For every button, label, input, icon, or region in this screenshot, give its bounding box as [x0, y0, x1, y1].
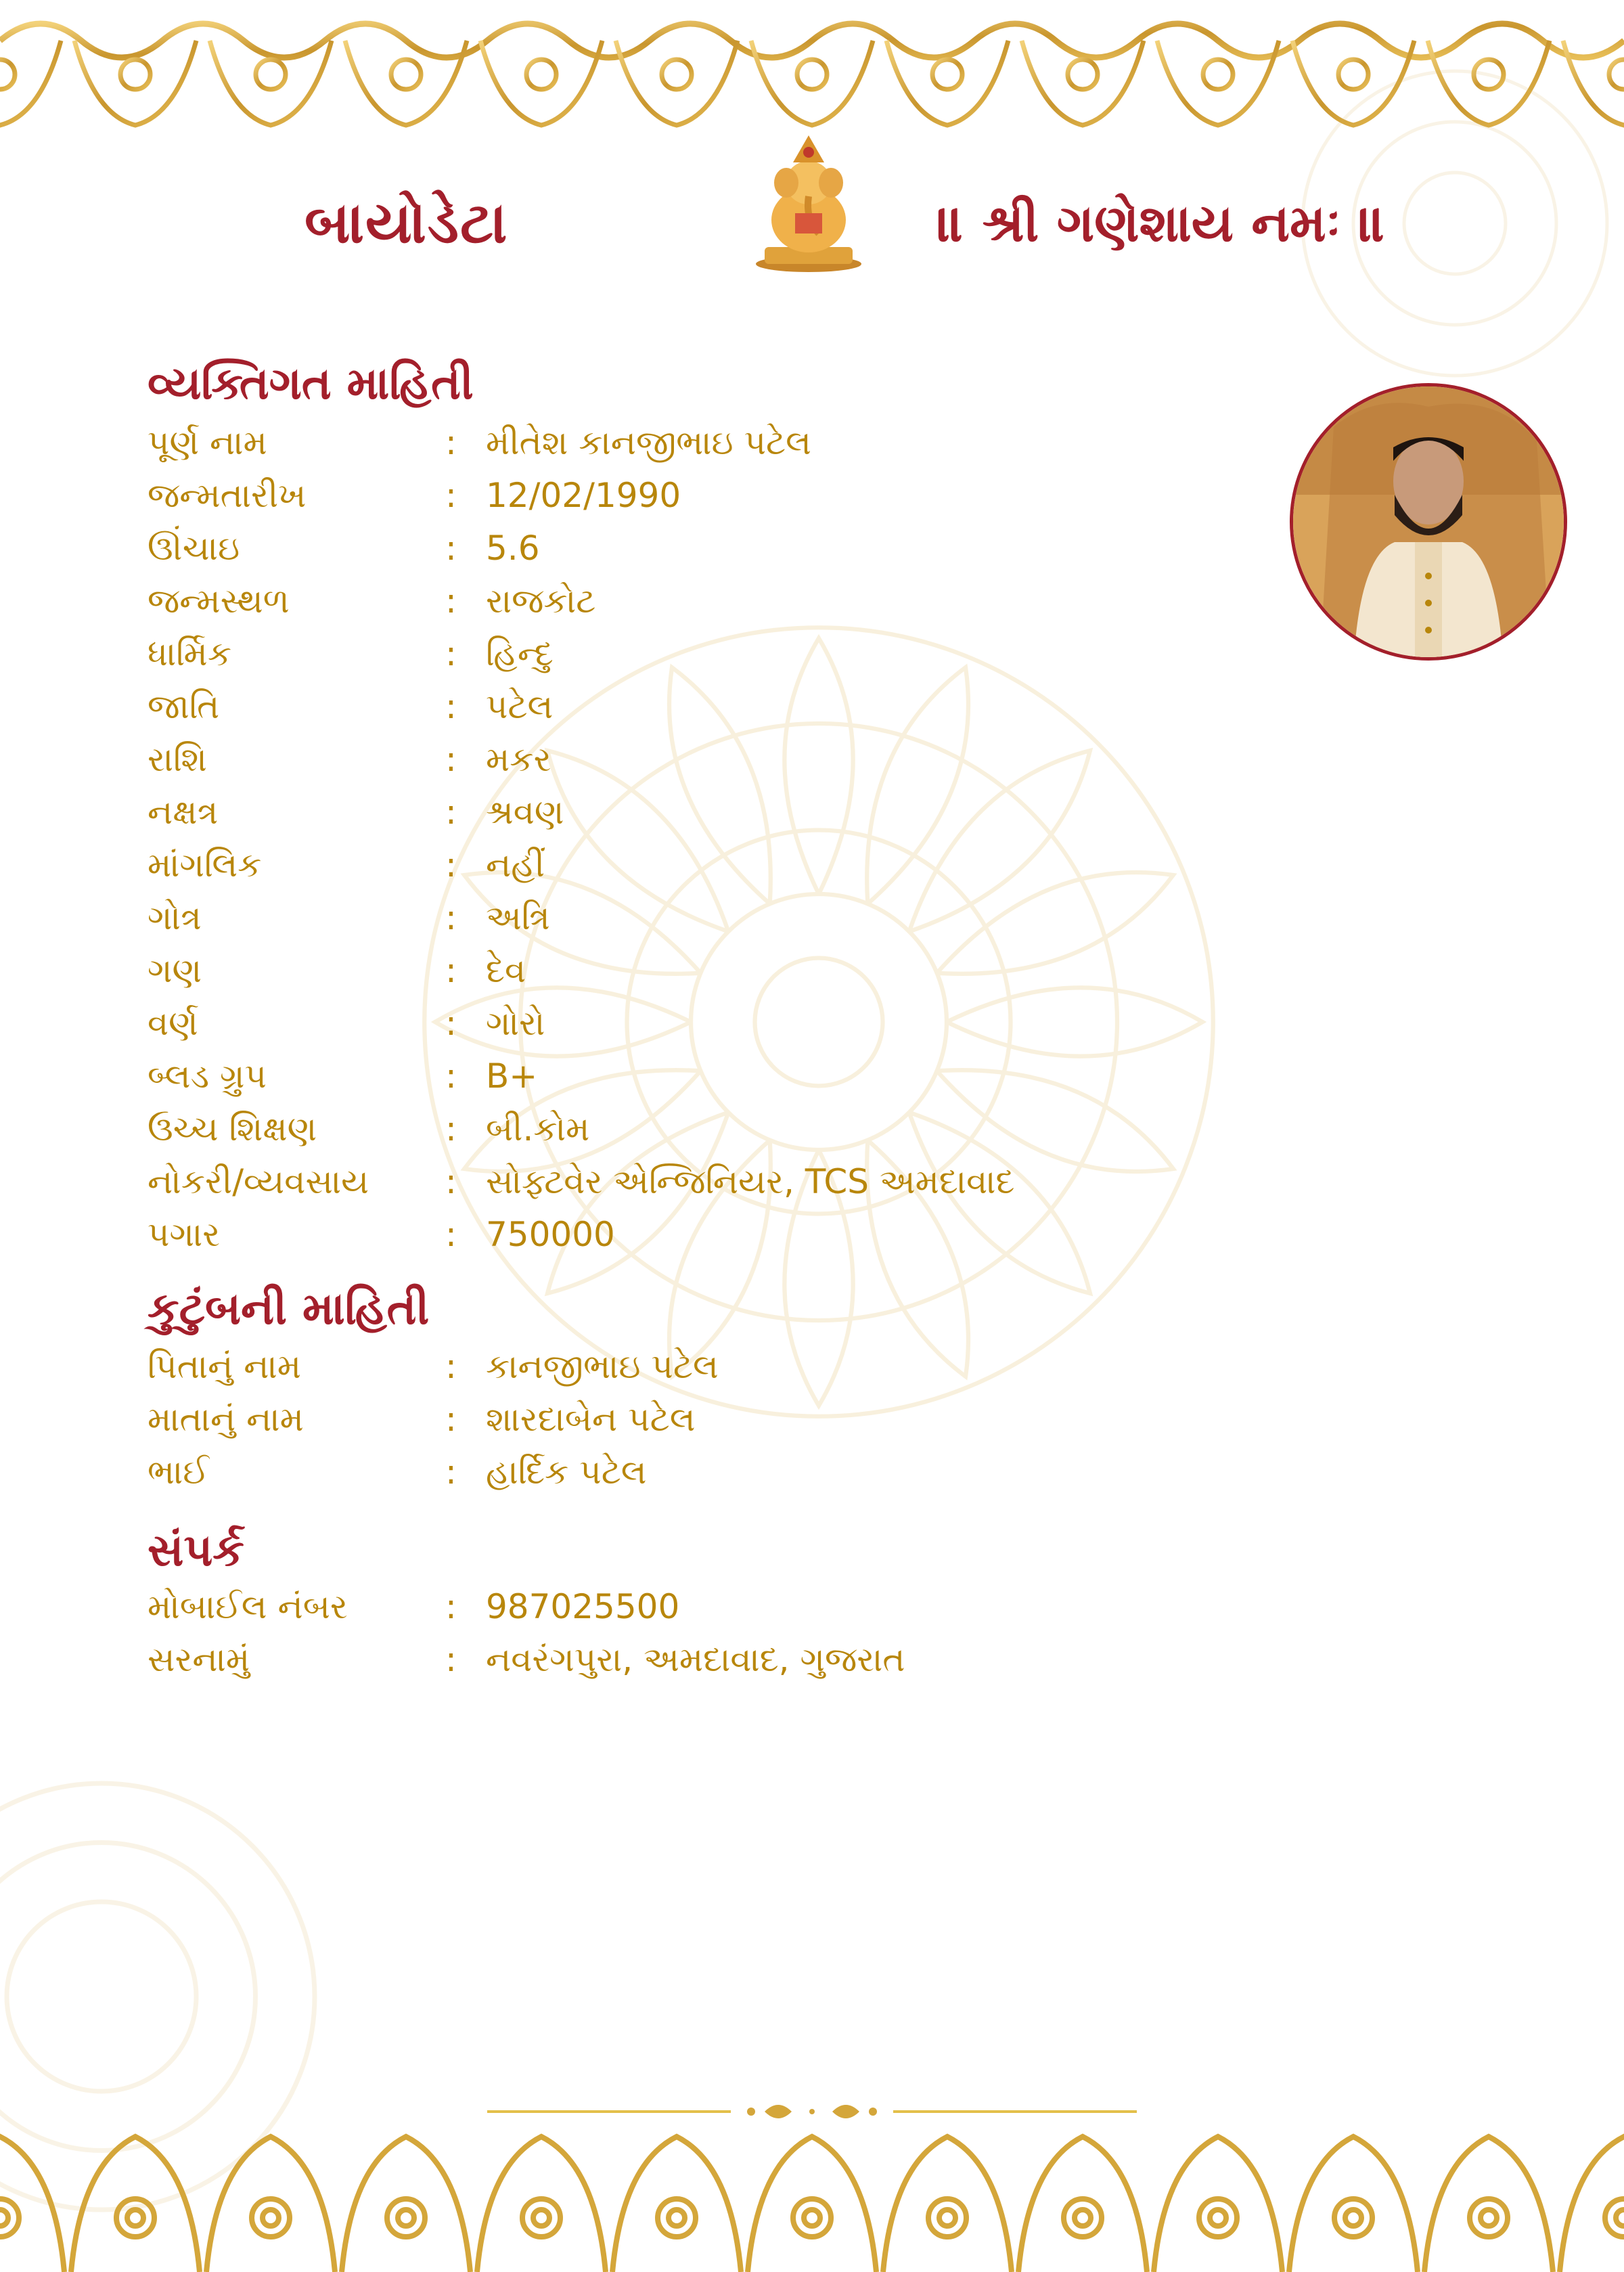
separator-colon: :	[445, 740, 457, 779]
info-label: ધાર્મિક	[148, 634, 232, 673]
contact-heading: સંપર્ક	[148, 1524, 244, 1576]
info-label: પૂર્ણ નામ	[148, 423, 267, 462]
info-row	[148, 1215, 1298, 1262]
document-title: બાયોડેટા	[304, 190, 509, 256]
info-value: કાનજીભાઇ પટેલ	[486, 1347, 719, 1386]
info-value: અત્રિ	[486, 898, 550, 937]
info-row	[148, 845, 1298, 893]
info-row	[148, 1162, 1298, 1209]
info-row	[148, 793, 1298, 840]
info-value: 750000	[486, 1215, 615, 1254]
info-value: 987025500	[486, 1587, 680, 1626]
info-row	[148, 476, 1298, 523]
info-label: મોબાઈલ નંબર	[148, 1587, 348, 1626]
info-row	[148, 634, 1298, 682]
info-row	[148, 1640, 1298, 1687]
separator-colon: :	[445, 1109, 457, 1149]
info-value: બી.કોમ	[486, 1109, 590, 1149]
info-value: પટેલ	[486, 687, 554, 726]
separator-colon: :	[445, 423, 457, 462]
info-row	[148, 423, 1298, 470]
separator-colon: :	[445, 1587, 457, 1626]
ganesh-idol-icon	[751, 132, 866, 274]
info-row	[148, 898, 1298, 945]
separator-colon: :	[445, 1162, 457, 1201]
info-value: 12/02/1990	[486, 476, 681, 515]
info-row	[148, 1109, 1298, 1157]
info-label: રાશિ	[148, 740, 207, 779]
info-label: જાતિ	[148, 687, 220, 726]
info-value: રાજકોટ	[486, 581, 596, 621]
separator-colon: :	[445, 529, 457, 568]
separator-colon: :	[445, 634, 457, 673]
info-row	[148, 687, 1298, 734]
info-label: ગણ	[148, 951, 202, 990]
info-value: સોફ્ટવેર એન્જિનિયર, TCS અમદાવાદ	[486, 1162, 1015, 1201]
info-row	[148, 581, 1298, 629]
info-value: શ્રવણ	[486, 793, 564, 832]
separator-colon: :	[445, 1004, 457, 1043]
info-row	[148, 1056, 1298, 1104]
info-value: હિન્દુ	[486, 634, 554, 673]
info-value: દેવ	[486, 951, 526, 990]
separator-colon: :	[445, 476, 457, 515]
separator-colon: :	[445, 793, 457, 832]
info-label: વર્ણ	[148, 1004, 198, 1043]
separator-colon: :	[445, 1400, 457, 1439]
family-info-heading: કુટુંબની માહિતી	[148, 1283, 430, 1335]
info-label: માંગલિક	[148, 845, 262, 885]
info-value: નહીં	[486, 845, 545, 885]
personal-info-heading: વ્યક્તિગત માહિતી	[148, 357, 474, 409]
info-label: નક્ષત્ર	[148, 793, 219, 832]
info-row	[148, 1452, 1298, 1500]
separator-colon: :	[445, 1347, 457, 1386]
info-value: હાર્દિક પટેલ	[486, 1452, 647, 1492]
info-label: માતાનું નામ	[148, 1400, 304, 1439]
info-label: સરનામું	[148, 1640, 250, 1679]
info-row	[148, 1004, 1298, 1051]
info-label: બ્લડ ગ્રુપ	[148, 1056, 267, 1096]
info-row	[148, 1400, 1298, 1447]
info-value: 5.6	[486, 529, 540, 568]
info-label: ભાઈ	[148, 1452, 209, 1492]
info-row	[148, 951, 1298, 998]
bottom-mandala-border	[0, 2116, 1624, 2272]
info-label: નોકરી/વ્યવસાય	[148, 1162, 369, 1201]
separator-colon: :	[445, 1640, 457, 1679]
separator-colon: :	[445, 581, 457, 621]
info-label: જન્મતારીખ	[148, 476, 307, 515]
info-value: ગોરો	[486, 1004, 545, 1043]
info-label: ગોત્ર	[148, 898, 202, 937]
info-row	[148, 1347, 1298, 1394]
separator-colon: :	[445, 1215, 457, 1254]
info-label: જન્મસ્થળ	[148, 581, 290, 621]
info-row	[148, 1587, 1298, 1634]
info-value: મીતેશ કાનજીભાઇ પટેલ	[486, 423, 811, 462]
info-value: નવરંગપુરા, અમદાવાદ, ગુજરાત	[486, 1640, 905, 1679]
invocation-text: ॥ શ્રી ગણેશાય નમઃ ॥	[937, 193, 1386, 253]
info-label: પગાર	[148, 1215, 221, 1254]
separator-colon: :	[445, 898, 457, 937]
separator-colon: :	[445, 1056, 457, 1096]
info-label: ઊંચાઇ	[148, 529, 240, 568]
info-value: B+	[486, 1056, 538, 1096]
info-row	[148, 529, 1298, 576]
separator-colon: :	[445, 687, 457, 726]
info-label: પિતાનું નામ	[148, 1347, 302, 1386]
separator-colon: :	[445, 845, 457, 885]
separator-colon: :	[445, 1452, 457, 1492]
info-value: મકર	[486, 740, 551, 779]
info-label: ઉચ્ચ શિક્ષણ	[148, 1109, 317, 1149]
info-value: શારદાબેન પટેલ	[486, 1400, 696, 1439]
profile-photo	[1290, 383, 1567, 661]
separator-colon: :	[445, 951, 457, 990]
info-row	[148, 740, 1298, 787]
